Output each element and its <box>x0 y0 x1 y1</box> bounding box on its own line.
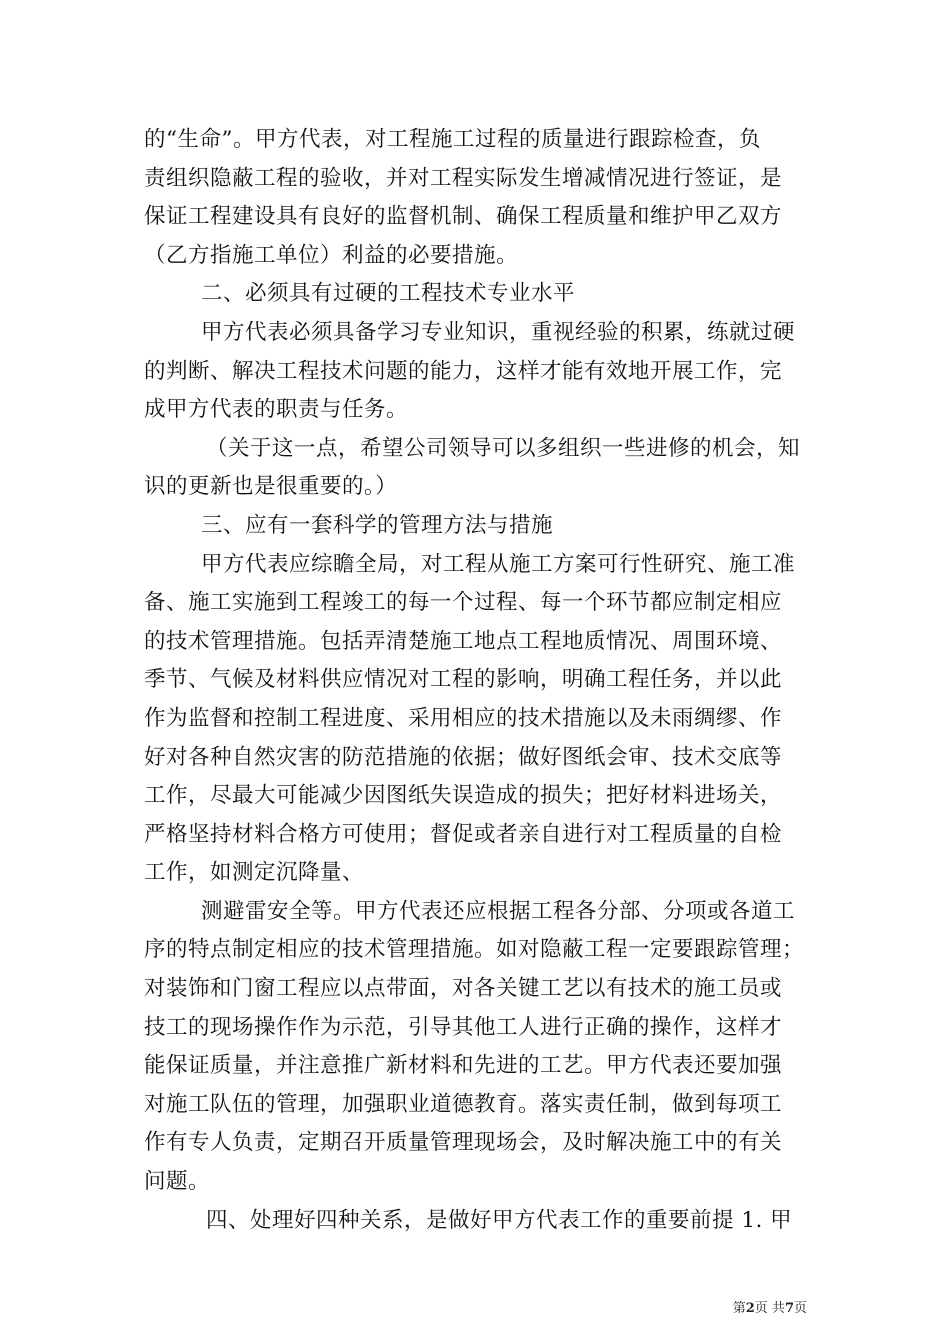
text-line: 严格坚持材料合格方可使用；督促或者亲自进行对工程质量的自检 <box>144 821 783 847</box>
page-number-footer <box>733 1297 807 1316</box>
text-line: 工作，尽最大可能减少因图纸失误造成的损失；把好材料进场关， <box>144 783 783 809</box>
text-line: 作有专人负责，定期召开质量管理现场会，及时解决施工中的有关 <box>144 1130 783 1156</box>
text-line: 技工的现场操作作为示范，引导其他工人进行正确的操作，这样才 <box>144 1014 783 1040</box>
section-heading: 四、处理好四种关系，是做好甲方代表工作的重要前提 1. 甲 <box>206 1207 793 1233</box>
text-line: 保证工程建设具有良好的监督机制、确保工程质量和维护甲乙双方 <box>144 204 783 230</box>
text-line: 甲方代表必须具备学习专业知识，重视经验的积累，练就过硬 <box>201 319 796 345</box>
text-line: 识的更新也是很重要的。） <box>144 474 398 500</box>
text-line: 好对各种自然灾害的防范措施的依据；做好图纸会审、技术交底等 <box>144 744 783 770</box>
text-line: 的判断、解决工程技术问题的能力，这样才能有效地开展工作，完 <box>144 358 783 384</box>
section-heading: 二、必须具有过硬的工程技术专业水平 <box>201 281 576 307</box>
text-line: （关于这一点，希望公司领导可以多组织一些进修的机会，知 <box>206 435 801 461</box>
section-heading: 三、应有一套科学的管理方法与措施 <box>201 512 554 538</box>
text-line: 测避雷安全等。甲方代表还应根据工程各分部、分项或各道工 <box>201 898 796 924</box>
current-page-number: 2 <box>745 1301 755 1316</box>
text-line: 对施工队伍的管理，加强职业道德教育。落实责任制，做到每项工 <box>144 1091 783 1117</box>
total-page-number: 7 <box>784 1301 794 1316</box>
text-line: （乙方指施工单位）利益的必要措施。 <box>144 242 519 268</box>
text-line: 序的特点制定相应的技术管理措施。如对隐蔽工程一定要跟踪管理； <box>144 937 805 963</box>
text-line: 的“生命”。甲方代表，对工程施工过程的质量进行跟踪检查，负 <box>144 127 761 152</box>
text-line: 问题。 <box>144 1169 211 1195</box>
document-body <box>144 121 809 1240</box>
text-line: 能保证质量，并注意推广新材料和先进的工艺。甲方代表还要加强 <box>144 1053 783 1079</box>
text-line: 季节、气候及材料供应情况对工程的影响，明确工程任务，并以此 <box>144 667 783 693</box>
footer-suffix: 页 <box>793 1301 807 1316</box>
text-line: 对装饰和门窗工程应以点带面，对各关键工艺以有技术的施工员或 <box>144 976 783 1002</box>
text-line: 甲方代表应综瞻全局，对工程从施工方案可行性研究、施工准 <box>201 551 796 577</box>
text-line: 成甲方代表的职责与任务。 <box>144 397 409 423</box>
text-line: 工作，如测定沉降量、 <box>144 860 365 886</box>
text-line: 作为监督和控制工程进度、采用相应的技术措施以及未雨绸缪、作 <box>144 705 783 731</box>
text-line: 责组织隐蔽工程的验收，并对工程实际发生增减情况进行签证，是 <box>144 165 783 191</box>
text-line: 的技术管理措施。包括弄清楚施工地点工程地质情况、周围环境、 <box>144 628 783 654</box>
footer-middle: 页 共 <box>754 1301 785 1316</box>
text-line: 备、施工实施到工程竣工的每一个过程、每一个环节都应制定相应 <box>144 590 783 616</box>
footer-prefix: 第 <box>732 1301 746 1316</box>
